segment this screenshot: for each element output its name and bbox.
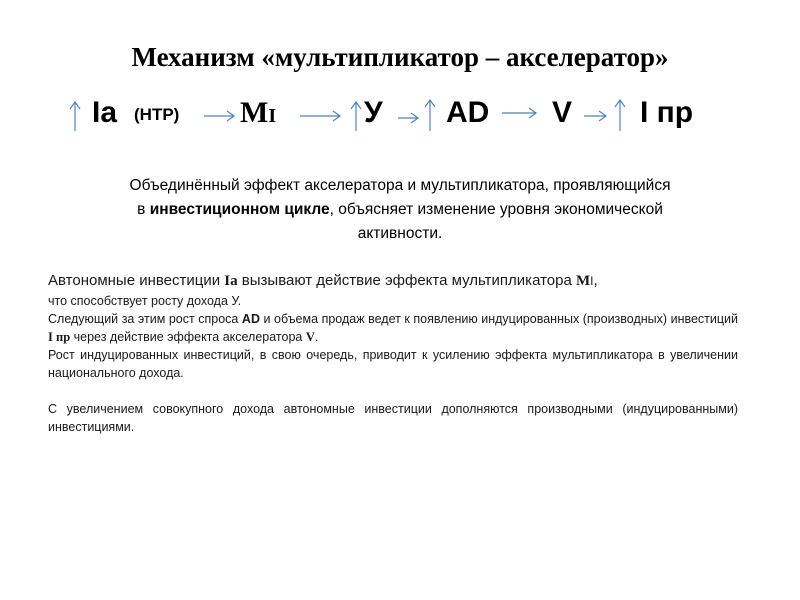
arrow-up-icon	[349, 100, 363, 132]
arrow-up-icon	[423, 98, 437, 132]
intro-line: активности.	[357, 225, 443, 242]
symbol-mi: MI	[240, 96, 277, 129]
arrow-right-icon	[502, 107, 538, 119]
slide-title: Механизм «мультипликатор – акселератор»	[131, 42, 669, 72]
mechanism-scheme	[0, 88, 800, 138]
body-text	[48, 270, 738, 436]
symbol-ad: AD	[446, 96, 490, 129]
symbol-v: V	[552, 96, 573, 129]
intro-line: в инвестиционном цикле, объясняет изменение уровня экономической	[137, 201, 663, 218]
paragraph-demand: Следующий за этим рост спроса AD и объема продаж ведет к появлению индуцированных (производных) инвестиций I пр через действие эффекта акселератора V.	[48, 312, 739, 344]
paragraph-conclusion: С увеличением совокупного дохода автономные инвестиции дополняются производными (индуцированными) инвестициями.	[48, 402, 738, 434]
paragraph-autonomous: Автономные инвестиции Ia вызывают действие эффекта мультипликатора MI,	[48, 272, 598, 289]
intro-line: Объединённый эффект акселератора и мультипликатора, проявляющийся	[129, 177, 671, 194]
arrow-up-icon	[68, 100, 82, 132]
symbol-y: У	[364, 96, 383, 129]
intro-paragraph	[60, 174, 740, 246]
arrow-right-icon	[300, 110, 342, 122]
symbol-ipr: I пр	[640, 96, 694, 129]
symbol-ntr: (НТР)	[134, 105, 180, 124]
arrow-up-icon	[613, 98, 627, 132]
arrow-right-icon	[398, 112, 420, 124]
intro-bold-term: инвестиционном цикле	[149, 201, 330, 218]
arrow-right-icon	[584, 110, 608, 122]
arrow-right-icon	[204, 110, 236, 122]
paragraph-induced-growth: Рост индуцированных инвестиций, в свою очередь, приводит к усилению эффекта мультипликатора в увеличении национального дохода.	[48, 348, 738, 380]
paragraph-income-growth: что способствует росту дохода У.	[48, 294, 242, 308]
symbol-ia: Ia	[92, 96, 118, 129]
